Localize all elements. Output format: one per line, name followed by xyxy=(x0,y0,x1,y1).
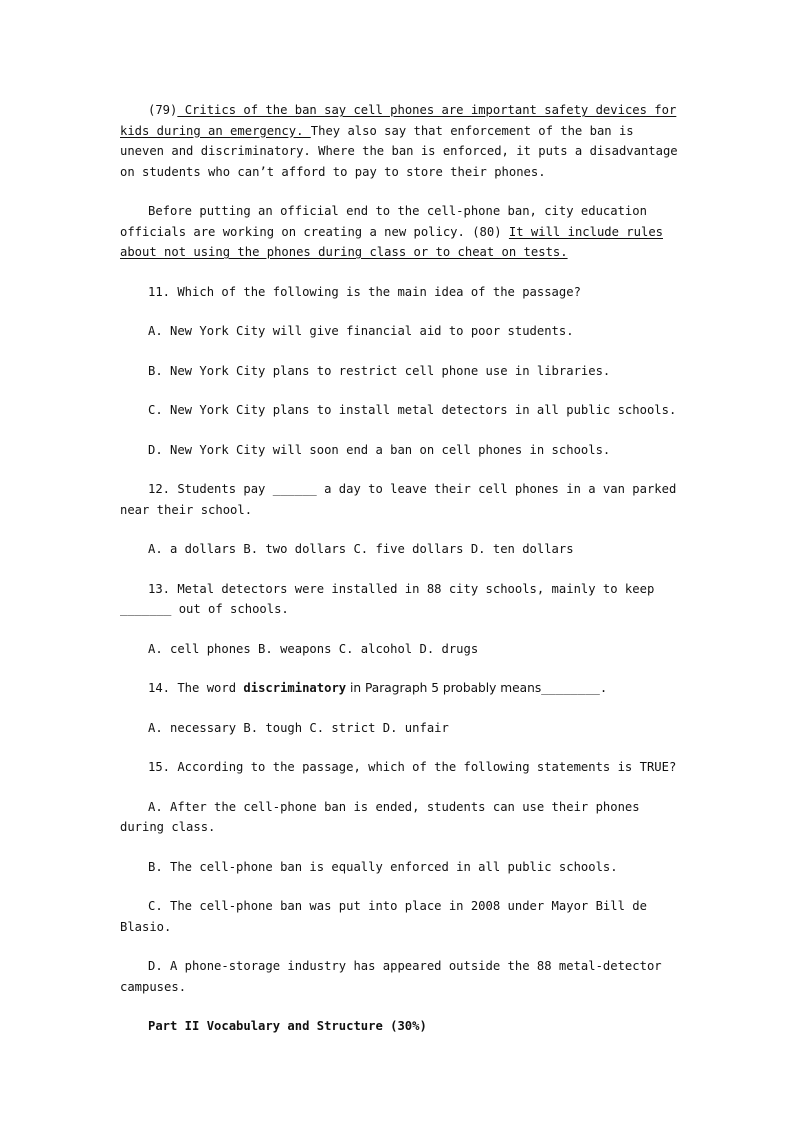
paragraph-80-lead: Before putting an official end to the cell-phone ban, city education officials are working on creating a new policy. xyxy=(120,204,647,239)
question-15-option-b: B. The cell-phone ban is equally enforced in all public schools. xyxy=(148,859,618,874)
question-15-option-a: A. After the cell-phone ban is ended, students can use their phones during class. xyxy=(120,799,640,834)
marker-79: (79) xyxy=(148,103,178,117)
question-15-option-c: C. The cell-phone ban was put into place in 2008 under Mayor Bill de Blasio. xyxy=(120,899,647,934)
paragraph-79 xyxy=(120,100,680,182)
exam-page xyxy=(120,100,680,1037)
question-11-option-d: D. New York City will soon end a ban on cell phones in schools. xyxy=(148,442,611,457)
underlined-sentence-79: Critics of the ban say cell phones are important safety devices for kids during an emergency. xyxy=(120,103,677,138)
question-12-options: A. a dollars B. two dollars C. five dollars D. ten dollars xyxy=(148,542,574,556)
underlined-sentence-80: It will include rules about not using the phones during class or to cheat on tests. xyxy=(120,224,663,259)
question-11: 11. Which of the following is the main idea of the passage? xyxy=(148,284,581,299)
question-14-options: A. necessary B. tough C. strict D. unfair xyxy=(148,720,449,735)
paragraph-79-rest: They also say that enforcement of the ban is uneven and discriminatory. Where the ban is enforced, it puts a disadvantage on students who can’t afford to pay to store their phones. xyxy=(120,123,678,179)
question-14: 14. The word discriminatory in Paragraph 5 probably means________. xyxy=(148,681,608,695)
question-15: 15. According to the passage, which of the following statements is TRUE? xyxy=(148,760,677,774)
paragraph-80 xyxy=(120,201,680,263)
question-12: 12. Students pay ______ a day to leave their cell phones in a van parked near their school. xyxy=(120,482,677,517)
question-13: 13. Metal detectors were installed in 88 city schools, mainly to keep _______ out of schools. xyxy=(120,581,655,616)
question-11-option-b: B. New York City plans to restrict cell phone use in libraries. xyxy=(148,363,611,378)
question-15-option-d: D. A phone-storage industry has appeared outside the 88 metal-detector campuses. xyxy=(120,959,662,994)
marker-80: (80) xyxy=(472,224,502,239)
section-heading: Part II Vocabulary and Structure (30%) xyxy=(148,1019,427,1033)
question-11-option-c: C. New York City plans to install metal detectors in all public schools. xyxy=(148,403,677,417)
question-13-options: A. cell phones B. weapons C. alcohol D. drugs xyxy=(148,641,479,656)
bold-word: discriminatory xyxy=(243,681,347,695)
question-11-option-a: A. New York City will give financial aid to poor students. xyxy=(148,324,574,338)
answer-blank: ________ xyxy=(541,681,600,695)
